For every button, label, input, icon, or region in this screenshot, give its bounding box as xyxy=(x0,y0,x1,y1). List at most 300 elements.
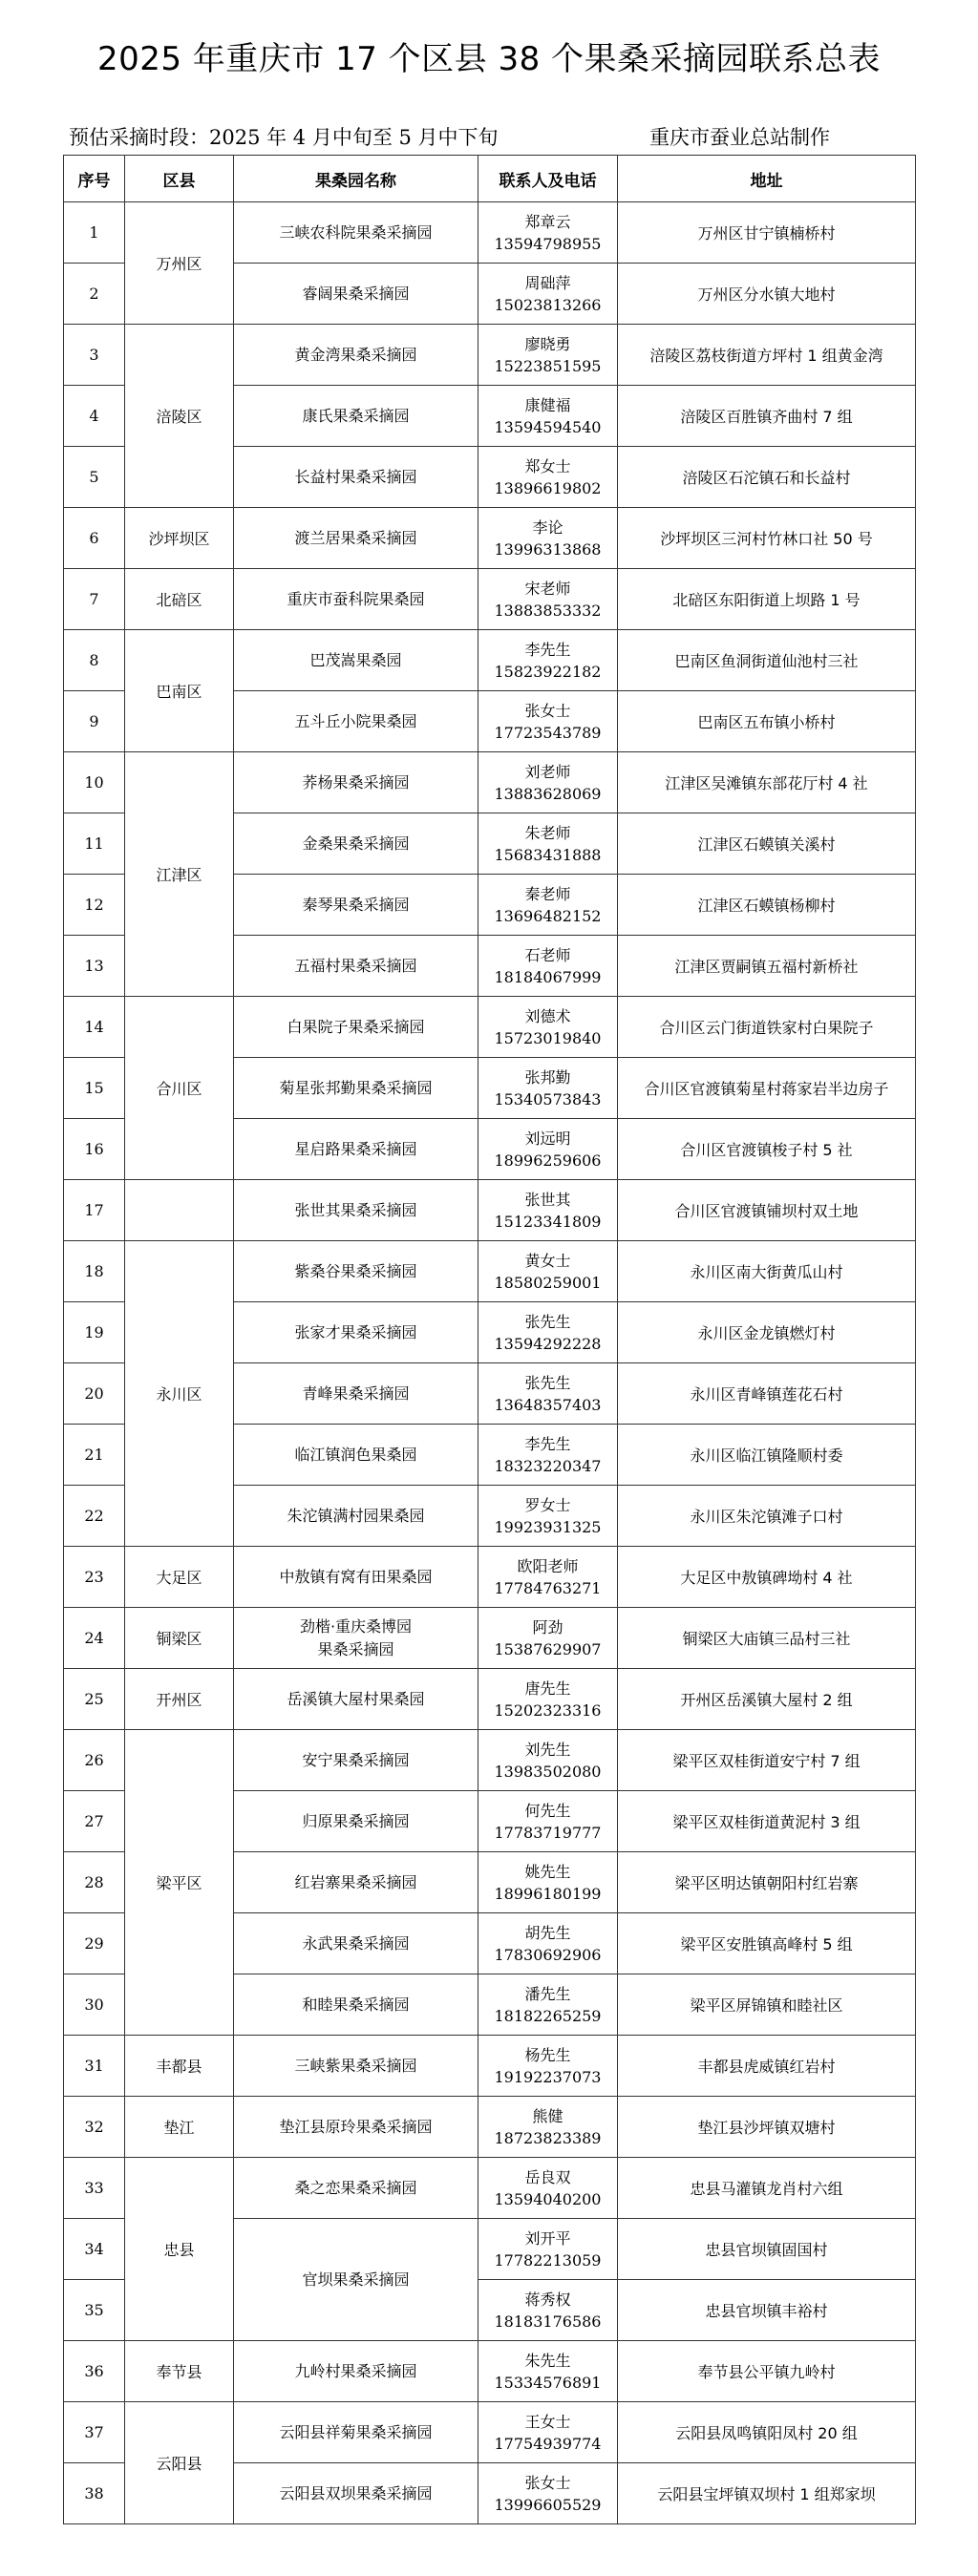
orchard-name: 垫江县原玲果桑采摘园 xyxy=(279,2117,433,2136)
contact-person: 刘开平 xyxy=(524,2228,571,2248)
address-cell: 北碚区东阳街道上坝路 1 号 xyxy=(618,569,916,630)
contact-person: 廖晓勇 xyxy=(524,334,571,353)
contact-cell xyxy=(478,630,618,691)
address-cell: 永川区青峰镇莲花石村 xyxy=(618,1363,916,1425)
contact-phone: 13594040200 xyxy=(494,2189,602,2208)
address-cell: 铜梁区大庙镇三品村三社 xyxy=(618,1608,916,1669)
district-cell: 巴南区 xyxy=(125,630,234,752)
district-cell: 垫江 xyxy=(125,2097,234,2158)
contact-phone: 18996180199 xyxy=(494,1884,602,1903)
contact-cell xyxy=(478,264,618,325)
document-title: 2025 年重庆市 17 个区县 38 个果桑采摘园联系总表 xyxy=(96,40,882,78)
table-row xyxy=(64,2158,916,2219)
contact-person: 康健福 xyxy=(524,395,571,414)
contact-phone: 17754939774 xyxy=(494,2434,602,2453)
contact-person: 朱先生 xyxy=(524,2351,571,2370)
address-cell: 永川区金龙镇燃灯村 xyxy=(618,1302,916,1363)
orchard-name-cell xyxy=(234,1425,478,1486)
orchard-name-cell xyxy=(234,202,478,264)
orchard-name: 云阳县祥菊果桑采摘园 xyxy=(279,2422,433,2441)
contact-phone: 18996259606 xyxy=(494,1151,602,1170)
address-cell: 云阳县宝坪镇双坝村 1 组郑家坝 xyxy=(618,2463,916,2524)
contact-phone: 13983502080 xyxy=(494,1762,602,1781)
district-cell: 万州区 xyxy=(125,202,234,325)
contact-phone: 18182265259 xyxy=(494,2006,602,2025)
contact-phone: 18184067999 xyxy=(494,967,602,986)
contact-person: 岳良双 xyxy=(524,2167,571,2186)
orchard-name-cell xyxy=(234,386,478,447)
address-cell: 丰都县虎威镇红岩村 xyxy=(618,2036,916,2097)
row-number: 3 xyxy=(64,325,125,386)
contact-cell xyxy=(478,1363,618,1425)
address-cell: 合川区官渡镇铺坝村双土地 xyxy=(618,1180,916,1241)
contact-person: 刘远明 xyxy=(524,1129,571,1148)
contact-phone: 15023813266 xyxy=(494,295,602,314)
contact-cell xyxy=(478,2036,618,2097)
orchard-name-cell xyxy=(234,508,478,569)
contact-cell xyxy=(478,1669,618,1730)
address-cell: 奉节县公平镇九岭村 xyxy=(618,2341,916,2402)
row-number: 26 xyxy=(64,1730,125,1791)
orchard-name-cell xyxy=(234,2097,478,2158)
orchard-name: 金桑果桑采摘园 xyxy=(302,834,410,853)
orchard-name: 紫桑谷果桑采摘园 xyxy=(294,1261,417,1280)
orchard-name: 三峡紫果桑采摘园 xyxy=(294,2056,417,2075)
row-number: 15 xyxy=(64,1058,125,1119)
table-row xyxy=(64,2341,916,2402)
orchard-name-cell xyxy=(234,691,478,752)
orchard-name: 黄金湾果桑采摘园 xyxy=(294,345,417,364)
contact-person: 李论 xyxy=(532,517,563,537)
contact-phone: 15123341809 xyxy=(494,1212,602,1231)
row-number: 11 xyxy=(64,813,125,875)
contact-phone: 18323220347 xyxy=(494,1456,602,1475)
contact-phone: 17784763271 xyxy=(494,1578,602,1597)
contact-phone: 15823922182 xyxy=(494,662,602,681)
address-cell: 巴南区鱼洞街道仙池村三社 xyxy=(618,630,916,691)
contact-cell xyxy=(478,2463,618,2524)
address-cell: 江津区吴滩镇东部花厅村 4 社 xyxy=(618,752,916,813)
header-orchard-name: 果桑园名称 xyxy=(234,156,478,202)
contact-phone: 18723823389 xyxy=(494,2128,602,2147)
address-cell: 梁平区双桂街道安宁村 7 组 xyxy=(618,1730,916,1791)
contact-cell xyxy=(478,1486,618,1547)
address-cell: 大足区中敖镇碑坳村 4 社 xyxy=(618,1547,916,1608)
row-number: 37 xyxy=(64,2402,125,2463)
contact-phone: 13883628069 xyxy=(494,784,602,803)
contact-cell xyxy=(478,569,618,630)
address-cell: 忠县马灌镇龙肖村六组 xyxy=(618,2158,916,2219)
contact-phone: 13594798955 xyxy=(494,234,602,253)
orchard-name: 官坝果桑采摘园 xyxy=(302,2270,410,2289)
row-number: 17 xyxy=(64,1180,125,1241)
contact-cell xyxy=(478,1913,618,1974)
contact-person: 张先生 xyxy=(524,1312,571,1331)
table-row xyxy=(64,2097,916,2158)
row-number: 4 xyxy=(64,386,125,447)
contact-phone: 17783719777 xyxy=(494,1823,602,1842)
contact-person: 张邦勤 xyxy=(524,1067,571,1087)
row-number: 7 xyxy=(64,569,125,630)
row-number: 24 xyxy=(64,1608,125,1669)
contact-phone: 15334576891 xyxy=(494,2373,602,2392)
contact-person: 张女士 xyxy=(524,2473,571,2492)
contact-person: 宋老师 xyxy=(524,579,571,598)
address-cell: 梁平区双桂街道黄泥村 3 组 xyxy=(618,1791,916,1852)
contact-phone: 17782213059 xyxy=(494,2250,602,2270)
row-number: 25 xyxy=(64,1669,125,1730)
district-cell: 梁平区 xyxy=(125,1730,234,2036)
contact-cell xyxy=(478,875,618,936)
orchard-name: 五斗丘小院果桑园 xyxy=(294,711,417,730)
address-cell: 合川区云门街道铁家村白果院子 xyxy=(618,997,916,1058)
orchard-name-cell xyxy=(234,569,478,630)
contact-phone: 13594292228 xyxy=(494,1334,602,1353)
address-cell: 万州区甘宁镇楠桥村 xyxy=(618,202,916,264)
orchard-name-cell xyxy=(234,1852,478,1913)
district-cell: 永川区 xyxy=(125,1241,234,1547)
orchard-name: 归原果桑采摘园 xyxy=(302,1811,410,1830)
orchard-name: 和睦果桑采摘园 xyxy=(302,1995,410,2014)
row-number: 29 xyxy=(64,1913,125,1974)
contact-person: 何先生 xyxy=(524,1801,571,1820)
contact-cell xyxy=(478,2402,618,2463)
contact-person: 欧阳老师 xyxy=(517,1556,579,1575)
row-number: 22 xyxy=(64,1486,125,1547)
contact-person: 熊健 xyxy=(532,2106,563,2125)
row-number: 1 xyxy=(64,202,125,264)
contact-cell xyxy=(478,1058,618,1119)
orchard-name: 朱沱镇满村园果桑园 xyxy=(287,1506,425,1525)
orchard-name-cell xyxy=(234,813,478,875)
address-cell: 永川区朱沱镇滩子口村 xyxy=(618,1486,916,1547)
harvest-period: 预估采摘时段：2025 年 4 月中旬至 5 月中下旬 xyxy=(69,126,499,149)
row-number: 30 xyxy=(64,1974,125,2036)
orchard-name: 荞杨果桑采摘园 xyxy=(302,772,410,792)
contact-phone: 18183176586 xyxy=(494,2312,602,2331)
contact-phone: 13996605529 xyxy=(494,2495,602,2514)
table-row xyxy=(64,2036,916,2097)
orchard-name: 三峡农科院果桑采摘园 xyxy=(279,222,433,242)
orchard-name-cell xyxy=(234,2036,478,2097)
row-number: 33 xyxy=(64,2158,125,2219)
orchard-name: 岳溪镇大屋村果桑园 xyxy=(287,1689,425,1708)
header-number: 序号 xyxy=(64,156,125,202)
orchard-name-cell xyxy=(234,1058,478,1119)
orchard-name-cell xyxy=(234,1547,478,1608)
contact-phone: 15340573843 xyxy=(494,1089,602,1109)
district-cell: 江津区 xyxy=(125,752,234,997)
row-number: 32 xyxy=(64,2097,125,2158)
contact-person: 李先生 xyxy=(524,1434,571,1453)
contact-person: 唐先生 xyxy=(524,1679,571,1698)
address-cell: 云阳县凤鸣镇阳凤村 20 组 xyxy=(618,2402,916,2463)
orchard-name: 劲楷·重庆桑博园 xyxy=(299,1616,413,1636)
row-number: 23 xyxy=(64,1547,125,1608)
contact-person: 周础萍 xyxy=(524,273,571,292)
contact-person: 张女士 xyxy=(524,701,571,720)
orchard-name: 秦琴果桑采摘园 xyxy=(302,895,410,914)
table-row xyxy=(64,997,916,1058)
orchard-name-cell xyxy=(234,630,478,691)
address-cell: 万州区分水镇大地村 xyxy=(618,264,916,325)
orchard-name-cell xyxy=(234,1180,478,1241)
row-number: 2 xyxy=(64,264,125,325)
address-cell: 开州区岳溪镇大屋村 2 组 xyxy=(618,1669,916,1730)
district-cell: 涪陵区 xyxy=(125,325,234,508)
orchard-name-cell xyxy=(234,1119,478,1180)
contact-cell xyxy=(478,691,618,752)
contact-person: 姚先生 xyxy=(524,1862,571,1881)
table-row xyxy=(64,1180,916,1241)
table-row xyxy=(64,508,916,569)
district-cell xyxy=(125,1180,234,1241)
orchard-name: 康氏果桑采摘园 xyxy=(302,406,410,425)
table-row xyxy=(64,1669,916,1730)
contact-cell xyxy=(478,325,618,386)
row-number: 9 xyxy=(64,691,125,752)
orchard-name-cell xyxy=(234,1302,478,1363)
contact-cell xyxy=(478,2341,618,2402)
row-number: 21 xyxy=(64,1425,125,1486)
district-cell: 丰都县 xyxy=(125,2036,234,2097)
contact-cell xyxy=(478,2158,618,2219)
contact-cell xyxy=(478,202,618,264)
row-number: 35 xyxy=(64,2280,125,2341)
district-cell: 忠县 xyxy=(125,2158,234,2341)
contact-person: 蒋秀权 xyxy=(524,2290,571,2309)
table-row xyxy=(64,2402,916,2463)
address-cell: 永川区南大街黄瓜山村 xyxy=(618,1241,916,1302)
address-cell: 江津区石蟆镇关溪村 xyxy=(618,813,916,875)
orchard-name-cell xyxy=(234,752,478,813)
district-cell: 开州区 xyxy=(125,1669,234,1730)
contact-phone: 15723019840 xyxy=(494,1028,602,1047)
address-cell: 涪陵区百胜镇齐曲村 7 组 xyxy=(618,386,916,447)
orchard-name: 巴茂嵩果桑园 xyxy=(309,650,402,669)
orchard-name: 桑之恋果桑采摘园 xyxy=(294,2178,417,2197)
contact-cell xyxy=(478,1974,618,2036)
orchard-name-cell xyxy=(234,264,478,325)
district-cell: 北碚区 xyxy=(125,569,234,630)
orchard-name: 青峰果桑采摘园 xyxy=(302,1383,410,1403)
address-cell: 巴南区五布镇小桥村 xyxy=(618,691,916,752)
orchard-name-line2: 果桑采摘园 xyxy=(317,1639,394,1658)
contact-person: 刘老师 xyxy=(524,762,571,781)
contact-phone: 13896619802 xyxy=(494,478,602,497)
row-number: 19 xyxy=(64,1302,125,1363)
orchard-name-cell xyxy=(234,2402,478,2463)
orchard-table xyxy=(63,155,916,2524)
contact-cell xyxy=(478,813,618,875)
contact-person: 朱老师 xyxy=(524,823,571,842)
orchard-name-cell xyxy=(234,1669,478,1730)
orchard-name: 永武果桑采摘园 xyxy=(302,1933,410,1953)
contact-person: 石老师 xyxy=(524,945,571,964)
contact-cell xyxy=(478,2219,618,2280)
row-number: 31 xyxy=(64,2036,125,2097)
table-row xyxy=(64,630,916,691)
contact-person: 李先生 xyxy=(524,640,571,659)
contact-phone: 13996313868 xyxy=(494,539,602,559)
orchard-name-cell xyxy=(234,1363,478,1425)
orchard-name: 睿阔果桑采摘园 xyxy=(302,284,410,303)
contact-cell xyxy=(478,1852,618,1913)
orchard-name-cell xyxy=(234,2463,478,2524)
table-row xyxy=(64,325,916,386)
address-cell: 江津区贾嗣镇五福村新桥社 xyxy=(618,936,916,997)
district-cell: 奉节县 xyxy=(125,2341,234,2402)
contact-person: 郑章云 xyxy=(524,212,571,231)
orchard-name: 张世其果桑采摘园 xyxy=(294,1200,417,1219)
contact-cell xyxy=(478,936,618,997)
contact-cell xyxy=(478,447,618,508)
orchard-name-cell xyxy=(234,936,478,997)
header-contact: 联系人及电话 xyxy=(478,156,618,202)
contact-phone: 13883853332 xyxy=(494,601,602,620)
contact-phone: 13696482152 xyxy=(494,906,602,925)
orchard-name: 渡兰居果桑采摘园 xyxy=(294,528,417,547)
contact-cell xyxy=(478,1119,618,1180)
contact-cell xyxy=(478,997,618,1058)
orchard-name-cell xyxy=(234,2158,478,2219)
address-cell: 合川区官渡镇菊星村蒋家岩半边房子 xyxy=(618,1058,916,1119)
address-cell: 永川区临江镇隆顺村委 xyxy=(618,1425,916,1486)
header-district: 区县 xyxy=(125,156,234,202)
orchard-name: 安宁果桑采摘园 xyxy=(302,1750,410,1769)
orchard-name-cell xyxy=(234,997,478,1058)
contact-phone: 13594594540 xyxy=(494,417,602,436)
contact-person: 罗女士 xyxy=(524,1495,571,1514)
contact-person: 黄女士 xyxy=(524,1251,571,1270)
orchard-name-cell xyxy=(234,2341,478,2402)
contact-phone: 18580259001 xyxy=(494,1273,602,1292)
district-cell: 合川区 xyxy=(125,997,234,1180)
contact-phone: 15202323316 xyxy=(494,1700,602,1720)
orchard-name: 张家才果桑采摘园 xyxy=(294,1322,417,1341)
orchard-name-cell xyxy=(234,1913,478,1974)
address-cell: 涪陵区石沱镇石和长益村 xyxy=(618,447,916,508)
address-cell: 沙坪坝区三河村竹林口社 50 号 xyxy=(618,508,916,569)
row-number: 27 xyxy=(64,1791,125,1852)
row-number: 38 xyxy=(64,2463,125,2524)
table-row xyxy=(64,1730,916,1791)
contact-person: 胡先生 xyxy=(524,1923,571,1942)
row-number: 5 xyxy=(64,447,125,508)
orchard-name-cell xyxy=(234,1486,478,1547)
contact-cell xyxy=(478,1547,618,1608)
table-header-row xyxy=(64,156,916,202)
row-number: 28 xyxy=(64,1852,125,1913)
contact-phone: 15387629907 xyxy=(494,1639,602,1658)
contact-cell xyxy=(478,1608,618,1669)
row-number: 14 xyxy=(64,997,125,1058)
district-cell: 铜梁区 xyxy=(125,1608,234,1669)
row-number: 10 xyxy=(64,752,125,813)
orchard-name: 九岭村果桑采摘园 xyxy=(294,2361,417,2380)
address-cell: 涪陵区荔枝街道方坪村 1 组黄金湾 xyxy=(618,325,916,386)
orchard-name-cell xyxy=(234,875,478,936)
contact-cell xyxy=(478,1425,618,1486)
contact-person: 秦老师 xyxy=(524,884,571,903)
contact-person: 阿劲 xyxy=(532,1617,563,1636)
orchard-name-cell xyxy=(234,447,478,508)
address-cell: 垫江县沙坪镇双塘村 xyxy=(618,2097,916,2158)
table-row xyxy=(64,1547,916,1608)
district-cell: 大足区 xyxy=(125,1547,234,1608)
row-number: 12 xyxy=(64,875,125,936)
contact-cell xyxy=(478,2097,618,2158)
address-cell: 梁平区屏锦镇和睦社区 xyxy=(618,1974,916,2036)
row-number: 36 xyxy=(64,2341,125,2402)
contact-cell xyxy=(478,1302,618,1363)
orchard-name-cell xyxy=(234,2219,478,2341)
address-cell: 忠县官坝镇固国村 xyxy=(618,2219,916,2280)
row-number: 6 xyxy=(64,508,125,569)
contact-cell xyxy=(478,1791,618,1852)
address-cell: 忠县官坝镇丰裕村 xyxy=(618,2280,916,2341)
table-row xyxy=(64,202,916,264)
contact-cell xyxy=(478,1180,618,1241)
contact-cell xyxy=(478,752,618,813)
contact-person: 张先生 xyxy=(524,1373,571,1392)
address-cell: 梁平区明达镇朝阳村红岩寨 xyxy=(618,1852,916,1913)
contact-cell xyxy=(478,386,618,447)
orchard-name-cell xyxy=(234,325,478,386)
district-cell: 沙坪坝区 xyxy=(125,508,234,569)
contact-cell xyxy=(478,1241,618,1302)
contact-phone: 17723543789 xyxy=(494,723,602,742)
table-body xyxy=(64,202,916,2524)
address-cell: 梁平区安胜镇高峰村 5 组 xyxy=(618,1913,916,1974)
contact-person: 潘先生 xyxy=(524,1984,571,2003)
contact-phone: 13648357403 xyxy=(494,1395,602,1414)
contact-person: 刘先生 xyxy=(524,1740,571,1759)
orchard-name: 五福村果桑采摘园 xyxy=(294,956,417,975)
address-cell: 合川区官渡镇梭子村 5 社 xyxy=(618,1119,916,1180)
contact-phone: 19923931325 xyxy=(494,1517,602,1536)
orchard-name: 红岩寨果桑采摘园 xyxy=(294,1872,417,1891)
row-number: 8 xyxy=(64,630,125,691)
orchard-name: 白果院子果桑采摘园 xyxy=(287,1017,425,1036)
orchard-name-cell xyxy=(234,1241,478,1302)
table-row xyxy=(64,1608,916,1669)
table-row xyxy=(64,752,916,813)
orchard-name: 重庆市蚕科院果桑园 xyxy=(287,589,425,608)
contact-person: 杨先生 xyxy=(524,2045,571,2064)
orchard-name: 临江镇润色果桑园 xyxy=(294,1445,417,1464)
orchard-name-cell xyxy=(234,1608,478,1669)
contact-person: 郑女士 xyxy=(524,456,571,475)
producer-note: 重庆市蚕业总站制作 xyxy=(649,126,830,149)
address-cell: 江津区石蟆镇杨柳村 xyxy=(618,875,916,936)
table-row xyxy=(64,569,916,630)
row-number: 34 xyxy=(64,2219,125,2280)
header-address: 地址 xyxy=(618,156,916,202)
orchard-name-cell xyxy=(234,1791,478,1852)
orchard-name: 云阳县双坝果桑采摘园 xyxy=(279,2483,433,2502)
orchard-name: 长益村果桑采摘园 xyxy=(294,467,417,486)
contact-cell xyxy=(478,508,618,569)
contact-phone: 15683431888 xyxy=(494,845,602,864)
contact-phone: 19192237073 xyxy=(494,2067,602,2086)
row-number: 13 xyxy=(64,936,125,997)
district-cell: 云阳县 xyxy=(125,2402,234,2524)
row-number: 18 xyxy=(64,1241,125,1302)
orchard-name-cell xyxy=(234,1974,478,2036)
contact-phone: 15223851595 xyxy=(494,356,602,375)
row-number: 20 xyxy=(64,1363,125,1425)
